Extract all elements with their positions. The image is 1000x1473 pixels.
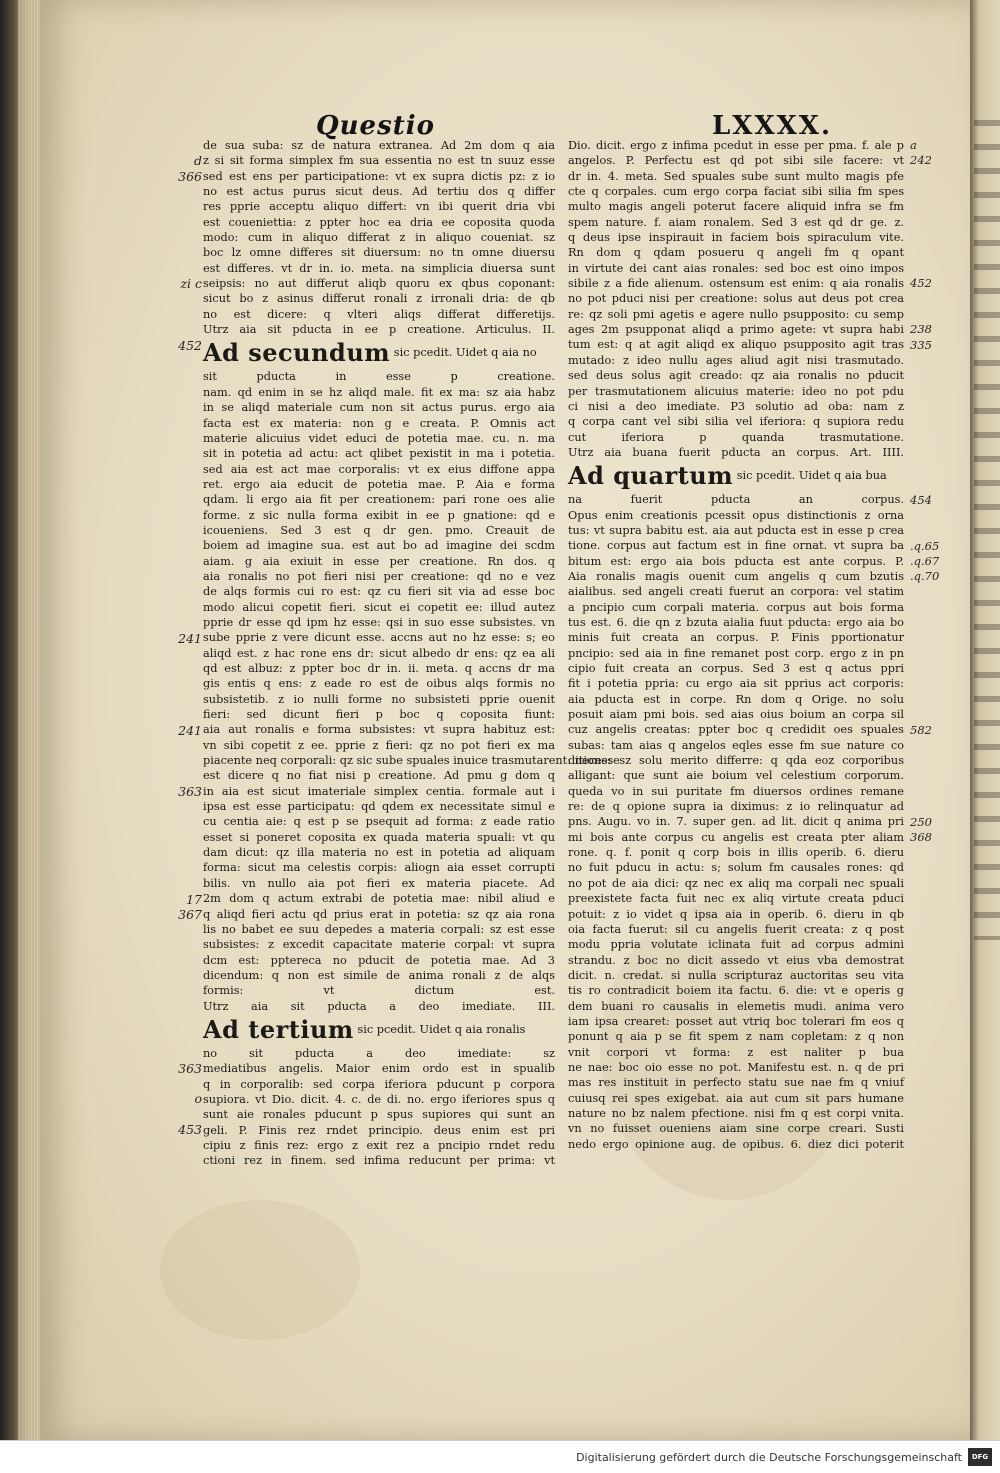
text-line: vn sibi copetit z ee. pprie z fieri: qz no pot fieri ex ma: [203, 738, 555, 752]
text-line: cuz angelis creatas: ppter boc q credidit oes spuales: [568, 723, 904, 737]
text-line: no est dicere: q vlteri aliqs differat differetijs.: [203, 307, 555, 321]
article-heading: [203, 337, 555, 369]
text-line: materie alicuius videt educi de potetia mae. cu. n. ma: [203, 431, 555, 445]
text-line: res pprie acceptu aliquo differt: vn ibi querit dria vbi: [203, 200, 555, 214]
text-line: ponunt q aia p se fit spem z nam copletam: z q non: [568, 1030, 904, 1044]
text-line: icoueniens. Sed 3 est q dr gen. pmo. Creauit de: [203, 523, 555, 537]
text-line: supiora. vt Dio. dicit. 4. c. de di. no. ergo iferiores spus q: [203, 1092, 555, 1106]
margin-reference: 17: [186, 891, 202, 907]
text-line: q deus ipse inspirauit in faciem bois spiraculum vite.: [568, 231, 904, 245]
text-line: forme. z sic nulla forma exibit in ee p gnatione: qd e: [203, 508, 555, 522]
text-line: tis ro contradicit boiem ita factu. 6. die: vt e operis g: [568, 984, 904, 998]
text-line: cu centia aie: q est p se psequit ad forma: z eade ratio: [203, 815, 555, 829]
margin-reference: 452: [178, 337, 202, 353]
text-line: in aia est sicut imateriale simplex centia. formale aut i: [203, 784, 555, 798]
text-line: rone. q. f. ponit q corp bois in illis operib. 6. dieru: [568, 846, 904, 860]
text-line: pns. Augu. vo in. 7. super gen. ad lit. dicit q anima pri: [568, 815, 904, 829]
text-line: mi bois ante corpus cu angelis est creata pter aliam: [568, 830, 904, 844]
text-line: sube pprie z vere dicunt esse. accns aut no hz esse: s; eo: [203, 631, 555, 645]
text-line: pncipio: sed aia in fine remanet post corp. ergo z in pn: [568, 646, 904, 660]
text-line: ret. ergo aia educit de potetia mae. P. Aia e forma: [203, 477, 555, 491]
text-line: subas: tam aias q angelos eqles esse fm sue nature co: [568, 738, 904, 752]
text-line: posuit aiam pmi bois. sed aias oius boium an corpa sil: [568, 708, 904, 722]
article-incipit-continuation: sic pcedit. Uidet q aia bua: [733, 469, 887, 483]
margin-reference: zi c: [180, 276, 202, 292]
text-line: no pot pduci nisi per creatione: solus aut deus pot crea: [568, 292, 904, 306]
text-line: mutado: z ideo nullu ages aliud agit nisi trasmutado.: [568, 353, 904, 367]
margin-reference: 363: [178, 784, 202, 800]
text-line: pprie dr esse qd ipm hz esse: qsi in suo esse subsistes. vn: [203, 615, 555, 629]
text-line: sunt aie ronales pducunt p spus supiores qui sunt an: [203, 1108, 555, 1122]
text-line: Utrz aia sit pducta a deo imediate. III.: [203, 999, 555, 1013]
text-line: q in corporalib: sed corpa iferiora pducunt p corpora: [203, 1077, 555, 1091]
margin-reference: 241: [178, 722, 202, 738]
text-line: esset si poneret coposita ex quada materia spuali: vt qu: [203, 830, 555, 844]
text-line: aia aut ronalis e forma subsistes: vt supra habituz est:: [203, 723, 555, 737]
margin-reference: 582: [910, 722, 932, 737]
text-line: aiam. g aia exiuit in esse per creatione. Rn dos. q: [203, 554, 555, 568]
text-line: ne nae: boc oio esse no pot. Manifestu est. n. q de pri: [568, 1060, 904, 1074]
text-line: sit in potetia ad actu: act qlibet pexistit in ma i potetia.: [203, 447, 555, 461]
text-line: facta est ex materia: non g e creata. P. Omnis act: [203, 416, 555, 430]
margin-reference: 242: [910, 153, 932, 168]
text-line: geli. P. Finis rez rndet principio. deus enim est pri: [203, 1123, 555, 1137]
text-line: bitum est: ergo aia bois pducta est ante corpus. P.: [568, 554, 904, 568]
margin-reference: 452: [910, 276, 932, 291]
margin-reference: 368: [910, 830, 932, 845]
text-line: modo: cum in aliquo differat z in aliquo coueniat. sz: [203, 231, 555, 245]
text-line: ci nisi a deo imediate. P3 solutio ad oba: nam z: [568, 399, 904, 413]
text-line: est coueniettia: z ppter hoc ea dria ee coposita quoda: [203, 215, 555, 229]
text-line: cte q corpales. cum ergo corpa faciat sibi silia fm spes: [568, 185, 904, 199]
text-line: 2m dom q actum extrabi de potetia mae: nibil aliud e: [203, 892, 555, 906]
text-line: mediatibus angelis. Maior enim ordo est in spualib: [203, 1062, 555, 1076]
text-line: est dicere q no fiat nisi p creatione. Ad pmu g dom q: [203, 769, 555, 783]
text-line: cuiusq rei spes exigebat. aia aut cum sit pars humane: [568, 1091, 904, 1105]
text-column-left: [203, 138, 620, 1438]
text-line: tione. corpus aut factum est in fine ornat. vt supra ba: [568, 539, 904, 553]
footer-credit: Digitalisierung gefördert durch die Deutsche Forschungsgemeinschaft: [576, 1450, 962, 1464]
margin-reference: o: [194, 1091, 202, 1107]
text-line: per trasmutationem alicuius materie: ideo no pot pdu: [568, 384, 904, 398]
running-header-right: LXXXX.: [712, 111, 833, 141]
text-line: q aliqd fieri actu qd prius erat in potetia: sz qz aia rona: [203, 907, 555, 921]
text-line: Dio. dicit. ergo z infima pcedut in esse per pma. f. ale p: [568, 139, 904, 152]
text-line: sed aia est act mae corporalis: vt ex eius diffone appa: [203, 462, 555, 476]
text-line: seipsis: no aut differut aliqb quoru ex qbus coponant:: [203, 277, 555, 291]
text-line: cipiu z finis rez: ergo z exit rez a pncipio rndet redu: [203, 1138, 555, 1152]
text-line: fit i potetia ppria: cu ergo aia sit pprius act corporis:: [568, 677, 904, 691]
text-line: dcm est: pptereca no pducit de potetia mae. Ad 3: [203, 953, 555, 967]
text-line: modu ppria volutate iclinata fuit ad corpus admini: [568, 938, 904, 952]
digitization-footer: [0, 1440, 1000, 1473]
text-line: vn no fuisset oueniens aiam sine corpe creari. Susti: [568, 1122, 904, 1136]
text-line: queda vo in sui puritate fm diuersos ordines remane: [568, 784, 904, 798]
text-line: sed deus solus agit creado: qz aia ronalis no pducit: [568, 369, 904, 383]
text-line: in se aliqd materiale cum non sit actus purus. ergo aia: [203, 401, 555, 415]
text-line: boc lz omne differes sit diuersum: no tn omne diuersu: [203, 246, 555, 260]
text-line: Opus enim creationis pcessit opus distinctionis z orna: [568, 508, 904, 522]
text-line: ctioni rez in finem. sed infima reducunt per prima: vt: [203, 1154, 555, 1168]
text-line: boiem ad imagine sua. est aut bo ad imagine dei scdm: [203, 539, 555, 553]
text-line: nedo ergo opinione aug. de opibus. 6. diez dici poterit: [568, 1137, 904, 1151]
text-line: qdam. li ergo aia fit per creationem: pari rone oes alie: [203, 493, 555, 507]
text-line: tum est: q at agit aliqd ex aliquo psupposito agit tras: [568, 338, 904, 352]
margin-reference: a: [910, 138, 917, 152]
margin-reference: 367: [178, 907, 202, 923]
text-line: potuit: z io videt q ipsa aia in operib. 6. dieru in qb: [568, 907, 904, 921]
text-line: aia ronalis no pot fieri nisi per creatione: qd no e vez: [203, 569, 555, 583]
text-line: sit pducta in esse p creatione.: [203, 370, 555, 384]
text-line: z si sit forma simplex fm sua essentia no est tn suuz esse: [203, 154, 555, 168]
text-line: gis entis q ens: z eade ro est de oibus alqs formis no: [203, 677, 555, 691]
text-line: aialibus. sed angeli creati fuerut an corpora: vel statim: [568, 585, 904, 599]
text-line: alligant: que sunt aie boium vel celestium corporum.: [568, 769, 904, 783]
text-line: tus est. 6. die qn z bzuta aialia fuut pducta: ergo aia bo: [568, 615, 904, 629]
text-line: aliqd est. z hac rone ens dr: sicut albedo dr ens: qz ea ali: [203, 646, 555, 660]
text-line: re: de q opione supra ia diximus: z io relinquatur ad: [568, 800, 904, 814]
text-line: Utrz aia buana fuerit pducta an corpus. Art. IIII.: [568, 445, 904, 459]
running-header-left: Questio: [316, 111, 435, 141]
text-line: Utrz aia sit pducta in ee p creatione. Articulus. II.: [203, 323, 555, 337]
text-line: sed est ens per participatione: vt ex supra dictis pz: z io: [203, 169, 555, 183]
text-line: a pncipio cum corpali materia. corpus aut bois forma: [568, 600, 904, 614]
text-line: dr in. 4. meta. Sed spuales sube sunt multo magis pfe: [568, 169, 904, 183]
margin-reference: .q.70: [910, 569, 940, 584]
article-heading: [203, 1014, 555, 1046]
text-line: cipio fuit creata an corpus. Sed 3 est q actus ppri: [568, 662, 904, 675]
text-line: strandu. z boc no dicit assedo vt eius vba demostrat: [568, 953, 904, 967]
text-line: Aia ronalis magis ouenit cum angelis q cum bzutis: [568, 569, 904, 583]
text-line: dicit. n. credat. si nulla scripturaz auctoritas seu vita: [568, 968, 904, 982]
text-line: ipsa est esse participatu: qd qdem ex necessitate simul e: [203, 800, 555, 814]
text-line: dam dicut: qz illa materia no est in potetia ad aliquam: [203, 846, 555, 860]
text-line: no pot de aia dici: qz nec ex aliq ma corpali nec spuali: [568, 876, 904, 890]
text-line: no est actus purus sicut deus. Ad tertiu dos q differ: [203, 185, 555, 199]
text-line: nature no bz nalem pfectione. nisi fm q est corpi vnita.: [568, 1106, 904, 1120]
text-line: spem nature. f. aiam ronalem. Sed 3 est qd dr ge. z.: [568, 215, 904, 229]
text-line: modo alicui copetit fieri. sicut ei copetit ee: illud autez: [203, 600, 555, 614]
text-line: est differes. vt dr in. io. meta. na simplicia diuersa sunt: [203, 261, 555, 275]
margin-reference: 335: [910, 337, 932, 352]
text-line: subsistetib. z io nulli forme no subsisteti pprie ouenit: [203, 692, 555, 706]
article-incipit-continuation: sic pcedit. Uidet q aia ronalis: [353, 1022, 526, 1036]
margin-reference: 238: [910, 322, 932, 337]
text-line: fieri: sed dicunt fieri p boc q coposita fiunt:: [203, 708, 555, 722]
text-line: mas res instituit in perfecto statu sue nae fm q vniuf: [568, 1076, 904, 1090]
text-line: vnit corpori vt forma: z est naliter p bua: [568, 1045, 904, 1059]
text-line: sibile z a fide alienum. ostensum est enim: q aia ronalis: [568, 277, 904, 291]
text-line: no sit pducta a deo imediate: sz: [203, 1046, 555, 1060]
text-line: subsistes: z excedit capacitate materie corpal: vt supra: [203, 938, 555, 952]
text-line: tus: vt supra babitu est. aia aut pducta est in esse p crea: [568, 523, 904, 537]
text-line: lis no babet ee suu depedes a materia corpali: sz est esse: [203, 922, 555, 936]
text-line: dicendum: q non est simile de anima ronali z de alqs: [203, 968, 555, 982]
text-line: bilis. vn nullo aia pot fieri ex materia piacete. Ad: [203, 876, 555, 890]
text-line: re: qz soli pmi agetis e agere nullo psupposito: cu semp: [568, 307, 904, 321]
text-line: de alqs formis cui ro est: qz cu fieri sit via ad esse boc: [203, 585, 555, 599]
text-line: dem buani ro causalis in elemetis mudi. anima vero: [568, 999, 904, 1013]
text-line: sicut bo z asinus differut ronali z irronali dria: de qb: [203, 292, 555, 306]
text-line: Rn dom q qdam posueru q angeli fm q opant: [568, 246, 904, 260]
text-line: piacente neq corporali: qz sic sube spuales inuice trasmutarent: necesse: [203, 754, 620, 768]
text-line: ages 2m psupponat aliqd a primo agete: vt supra habi: [568, 323, 904, 337]
text-line: aia pducta est in corpe. Rn dom q Orige. no solu: [568, 692, 904, 706]
text-column-right: [568, 138, 904, 1438]
article-heading: [568, 460, 904, 492]
text-line: forma: sicut ma celestis corpis: aliogn aia esset corrupti: [203, 861, 555, 875]
margin-reference: 453: [178, 1122, 202, 1138]
text-line: qd est albuz: z ppter boc dr in. ii. meta. q accns dr ma: [203, 662, 555, 675]
text-line: no fuit pducu in actu: s; solum fm causales rones: qd: [568, 861, 904, 875]
text-line: oia facta fuerut: sil cu angelis fuerit creata: z q post: [568, 922, 904, 936]
text-line: preexistete facta fuit nec ex aliq virtute creata pduci: [568, 892, 904, 906]
article-incipit: Ad secundum: [203, 338, 391, 368]
text-line: q corpa cant vel sibi silia vel iferiora: q supiora redu: [568, 415, 904, 429]
text-line: cut iferiora p quanda trasmutatione.: [568, 430, 904, 444]
margin-reference: d: [193, 153, 202, 169]
margin-reference: 250: [910, 815, 932, 830]
text-line: na fuerit pducta an corpus.: [568, 493, 904, 507]
dfg-logo-icon: DFG: [968, 1448, 992, 1466]
article-incipit-continuation: sic pcedit. Uidet q aia no: [390, 346, 537, 360]
article-incipit: Ad quartum: [568, 461, 734, 491]
text-line: nam. qd enim in se hz aliqd male. fit ex ma: sz aia habz: [203, 385, 555, 399]
margin-reference: 454: [910, 492, 932, 507]
margin-reference: 363: [178, 1060, 202, 1076]
text-line: ditione: sz solu merito differre: q qda eoz corporibus: [568, 754, 904, 768]
text-line: angelos. P. Perfectu est qd pot sibi sile facere: vt: [568, 154, 904, 168]
margin-reference: 241: [178, 630, 202, 646]
article-incipit: Ad tertium: [203, 1014, 354, 1044]
text-line: de sua suba: sz de natura extranea. Ad 2m dom q aia: [203, 139, 555, 152]
margin-reference: 366: [178, 168, 202, 184]
text-line: in virtute dei cant aias ronales: sed boc est oino impos: [568, 261, 904, 275]
text-line: multo magis angeli poterut facere aliquid infra se fm: [568, 200, 904, 214]
text-line: formis: vt dictum est.: [203, 984, 555, 998]
facing-page-text: [974, 120, 1000, 940]
text-line: iam ipsa crearet: posset aut vtriq boc tolerari fm eos q: [568, 1014, 904, 1028]
margin-reference: .q.65: [910, 538, 940, 553]
text-line: minis fuit creata an corpus. P. Finis pportionatur: [568, 631, 904, 645]
margin-reference: .q.67: [910, 554, 940, 569]
